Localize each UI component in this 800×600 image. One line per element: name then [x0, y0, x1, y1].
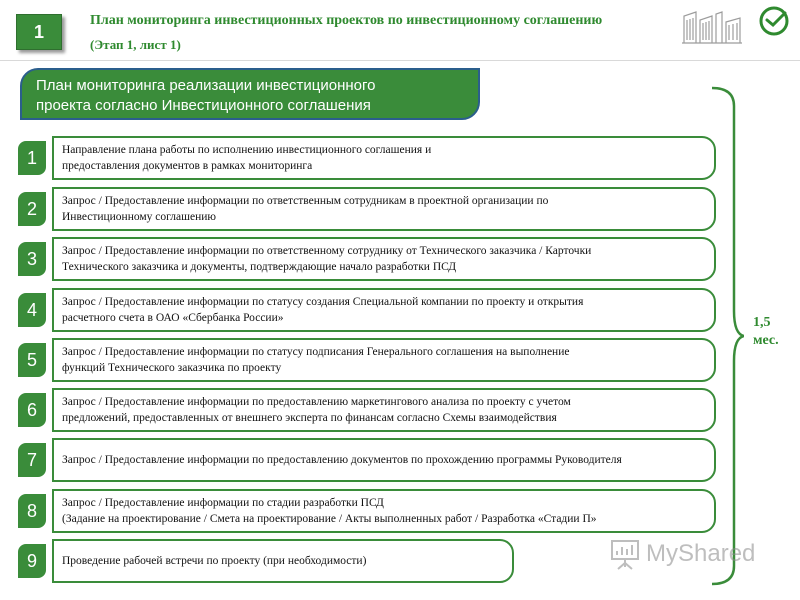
step-text-line1: Запрос / Предоставление информации по ответственным сотрудникам в проектной организации по: [62, 195, 549, 207]
section-title-box: [20, 68, 480, 120]
timeline-bracket: [704, 86, 744, 586]
header-divider: [0, 60, 800, 61]
step-text-line1: Запрос / Предоставление информации по статусу подписания Генерального соглашения на выполнение: [62, 346, 570, 358]
step-row: [18, 539, 518, 583]
watermark-text: MyShared: [646, 540, 756, 567]
step-row: [18, 288, 718, 332]
step-row: [18, 237, 718, 281]
duration-unit: мес.: [753, 333, 779, 348]
step-text-line1: Запрос / Предоставление информации по предоставлению маркетингового анализа по проекту с учетом: [62, 396, 571, 408]
step-text-box: [52, 388, 716, 432]
step-text-line1: Направление плана работы по исполнению инвестиционного соглашения и: [62, 144, 432, 156]
step-row: [18, 438, 718, 482]
step-number-badge: 7: [18, 443, 46, 477]
duration-label: [753, 314, 779, 350]
building-icon: [682, 10, 742, 44]
page-subtitle: (Этап 1, лист 1): [90, 37, 181, 52]
step-text-line2: Технического заказчика и документы, подтверждающие начало разработки ПСД: [62, 261, 457, 273]
step-text-line2: Инвестиционному соглашению: [62, 211, 216, 223]
step-number-badge: 2: [18, 192, 46, 226]
step-text-box: [52, 489, 716, 533]
step-row: [18, 136, 718, 180]
step-text-line2: предоставления документов в рамках мониторинга: [62, 160, 313, 172]
section-title-line2: проекта согласно Инвестиционного соглашения: [36, 97, 371, 114]
step-text-line2: (Задание на проектирование / Смета на проектирование / Акты выполненных работ / Разработка «Стадии П»: [62, 513, 597, 525]
step-text-box: [52, 539, 514, 583]
step-number-badge: 1: [18, 141, 46, 175]
step-row: [18, 489, 718, 533]
step-text-box: [52, 136, 716, 180]
step-text-box: [52, 438, 716, 482]
step-text-line1: Запрос / Предоставление информации по статусу создания Специальной компании по проекту и открытия: [62, 296, 584, 308]
step-text-line1: Запрос / Предоставление информации по ответственному сотруднику от Технического заказчика / Карточки: [62, 245, 592, 257]
step-text-line2: расчетного счета в ОАО «Сбербанка России»: [62, 312, 284, 324]
step-text-box: [52, 187, 716, 231]
sberbank-logo-icon: [759, 6, 789, 36]
step-text-box: [52, 338, 716, 382]
step-text-line1: Запрос / Предоставление информации по предоставлению документов по прохождению программы Руководителя: [62, 454, 622, 466]
step-number-badge: 9: [18, 544, 46, 578]
step-row: [18, 388, 718, 432]
step-text-line1: Запрос / Предоставление информации по стадии разработки ПСД: [62, 497, 384, 509]
presentation-board-icon: [608, 537, 642, 571]
step-text-line2: функций Технического заказчика по проекту: [62, 362, 282, 374]
step-text-box: [52, 237, 716, 281]
step-row: [18, 187, 718, 231]
watermark: [608, 536, 784, 572]
duration-value: 1,5: [753, 315, 771, 330]
step-number-badge: 3: [18, 242, 46, 276]
section-title-line1: План мониторинга реализации инвестиционного: [36, 77, 376, 94]
step-row: [18, 338, 718, 382]
step-text-line2: предложений, предоставленных от внешнего эксперта по финансам согласно Схемы взаимодействия: [62, 412, 557, 424]
slide-number-badge: 1: [16, 14, 62, 50]
step-number-badge: 5: [18, 343, 46, 377]
step-number-badge: 6: [18, 393, 46, 427]
step-text-line1: Проведение рабочей встречи по проекту (при необходимости): [62, 555, 367, 567]
step-number-badge: 8: [18, 494, 46, 528]
step-number-badge: 4: [18, 293, 46, 327]
step-text-box: [52, 288, 716, 332]
page-title: План мониторинга инвестиционных проектов по инвестиционному соглашению: [90, 13, 603, 28]
